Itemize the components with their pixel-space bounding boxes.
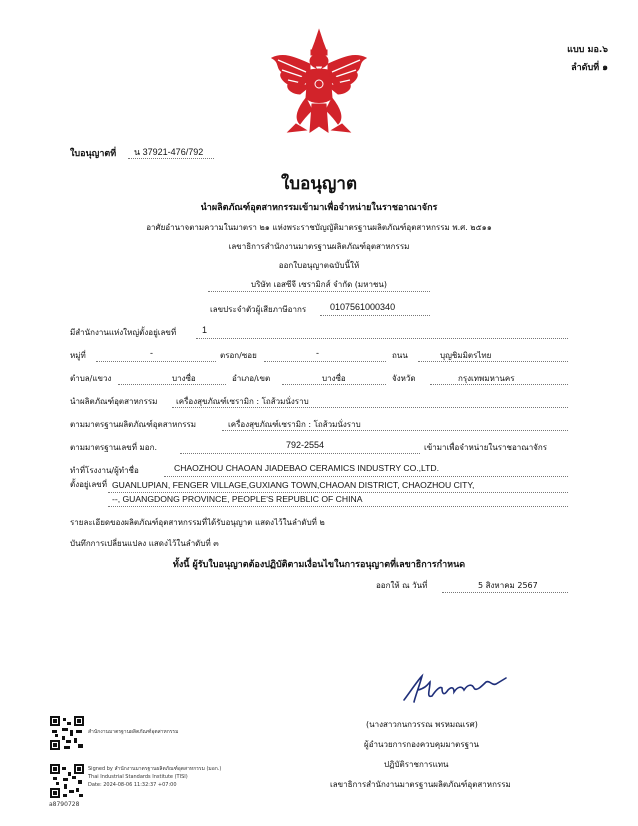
standard-no-label: ตามมาตรฐานเลขที่ มอก. [70, 443, 157, 452]
standard-product-line [222, 430, 568, 431]
subdistrict-line [118, 384, 226, 385]
hq-value: 1 [202, 325, 208, 335]
signer-position: ผู้อำนวยการกองควบคุมมาตรฐาน [364, 740, 479, 749]
issued-value: 5 สิงหาคม 2567 [478, 581, 538, 590]
moo-line [96, 361, 216, 362]
page-title: ใบอนุญาต [281, 174, 357, 194]
standard-product-label: ตามมาตรฐานผลิตภัณฑ์อุตสาหกรรม [70, 420, 197, 429]
changes-line: บันทึกการเปลี่ยนแปลง แสดงไว้ในลำดับที่ ๓ [70, 539, 219, 548]
standard-no-suffix: เข้ามาเพื่อจำหน่ายในราชอาณาจักร [424, 443, 548, 452]
hq-line [196, 338, 568, 339]
soi-value: - [316, 348, 319, 358]
authority-line: อาศัยอำนาจตามความในมาตรา ๒๑ แห่งพระราชบัญญัติมาตรฐานผลิตภัณฑ์อุตสาหกรรม พ.ศ. ๒๕๑๑ [146, 223, 492, 232]
signer-name: (นางสาวกนกวรรณ พรหมณเรศ) [366, 720, 478, 729]
esign-line3: Date: 2024-08-06 11:32:37 +07:00 [88, 782, 177, 788]
road-value: บุญชิมมิตรไทย [440, 351, 492, 360]
factory-line [164, 476, 568, 477]
company-line [208, 291, 430, 292]
factory-address-label: ตั้งอยู่เลขที่ [70, 480, 107, 489]
province-value: กรุงเทพมหานคร [458, 374, 515, 383]
factory-label: ทำที่โรงงาน/ผู้ทำชื่อ [70, 466, 139, 475]
district-line [282, 384, 386, 385]
moo-label: หมู่ที่ [70, 351, 86, 360]
road-label: ถนน [392, 351, 408, 360]
subtitle: นำผลิตภัณฑ์อุตสาหกรรมเข้ามาเพื่อจำหน่ายในราชอาณาจักร [200, 203, 438, 213]
license-no-value: น 37921-476/792 [134, 147, 204, 157]
hq-label: มีสำนักงานแห่งใหญ่ตั้งอยู่เลขที่ [70, 328, 177, 337]
factory-address-underline2 [108, 506, 568, 507]
esign-line1: Signed by สำนักงานมาตรฐานผลิตภัณฑ์อุตสาหกรรม (มอก.) [88, 766, 222, 772]
issued-label: ออกให้ ณ วันที่ [376, 581, 428, 590]
issued-line [442, 592, 568, 593]
standard-product-value: เครื่องสุขภัณฑ์เซรามิก : โถส้วมนั่งราบ [228, 420, 361, 429]
condition-line: ทั้งนี้ ผู้รับใบอนุญาตต้องปฏิบัติตามเงื่อนไขในการอนุญาตที่เลขาธิการกำหนด [172, 560, 466, 570]
factory-value: CHAOZHOU CHAOAN JIADEBAO CERAMICS INDUSTRY CO.,LTD. [174, 463, 440, 473]
qr-caption: สำนักงานมาตรฐานผลิตภัณฑ์อุตสาหกรรม [88, 729, 179, 735]
standard-no-line [180, 453, 420, 454]
product-value: เครื่องสุขภัณฑ์เซรามิก : โถส้วมนั่งราบ [176, 397, 309, 406]
district-label: อำเภอ/เขต [232, 374, 271, 383]
product-line [172, 407, 568, 408]
tax-id-value: 0107561000340 [330, 302, 396, 312]
garuda-emblem-icon [266, 28, 372, 136]
soi-line [264, 361, 386, 362]
signer-acting: ปฏิบัติราชการแทน [384, 760, 449, 769]
signer-office: เลขาธิการสำนักงานมาตรฐานผลิตภัณฑ์อุตสาหกรรม [330, 780, 511, 789]
moo-value: - [150, 348, 153, 358]
province-label: จังหวัด [392, 374, 416, 383]
product-label: นำผลิตภัณฑ์อุตสาหกรรม [70, 397, 158, 406]
details-line: รายละเอียดของผลิตภัณฑ์อุตสาหกรรมที่ได้รับอนุญาต แสดงไว้ในลำดับที่ ๒ [70, 518, 325, 527]
standard-no-value: 792-2554 [286, 440, 325, 450]
subdistrict-value: บางซื่อ [172, 374, 196, 383]
qr-code-icon [50, 716, 84, 750]
district-value: บางซื่อ [322, 374, 346, 383]
tax-id-line [320, 315, 430, 316]
esign-code: a8790728 [49, 801, 80, 808]
factory-address-line1: GUANLUPIAN, FENGER VILLAGE,GUXIANG TOWN,CHAOAN DISTRICT, CHAOZHOU CITY, [112, 480, 475, 490]
soi-label: ตรอก/ซอย [220, 351, 257, 360]
factory-address-line2: --, GUANGDONG PROVINCE, PEOPLE'S REPUBLIC OF CHINA [112, 494, 363, 504]
esign-line2: Thai Industrial Standards Institute (TISI) [88, 774, 188, 780]
signature-icon [396, 672, 512, 706]
factory-address-underline1 [108, 492, 568, 493]
province-line [430, 384, 568, 385]
issue-line: ออกใบอนุญาตฉบับนี้ให้ [278, 261, 360, 270]
tax-id-label: เลขประจำตัวผู้เสียภาษีอากร [210, 305, 307, 314]
form-order: ลำดับที่ ๑ [571, 63, 608, 73]
company-name: บริษัท เอสซีจี เซรามิกส์ จำกัด (มหาชน) [251, 280, 387, 289]
license-no-line [128, 158, 214, 159]
road-line [418, 361, 568, 362]
license-no-label: ใบอนุญาตที่ [70, 149, 117, 159]
subdistrict-label: ตำบล/แขวง [70, 374, 112, 383]
esign-qr-code-icon [50, 764, 84, 798]
form-code: แบบ มอ.๖ [567, 45, 608, 55]
secretary-line: เลขาธิการสำนักงานมาตรฐานผลิตภัณฑ์อุตสาหกรรม [228, 242, 410, 251]
